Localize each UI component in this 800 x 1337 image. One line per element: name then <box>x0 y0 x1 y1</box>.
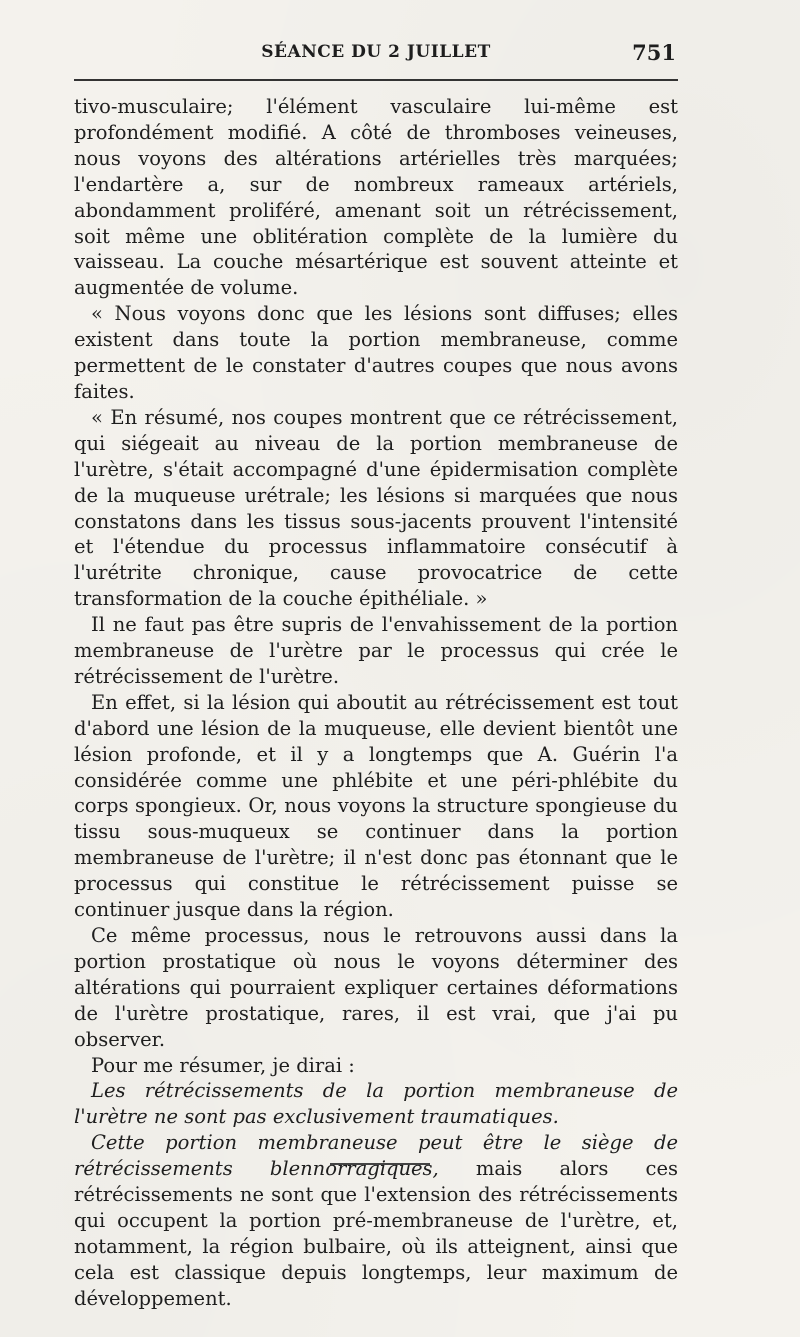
running-header-title: SÉANCE DU 2 JUILLET <box>261 42 491 62</box>
running-header <box>74 42 678 72</box>
conclusion-2-rest: mais alors ces rétrécissements ne sont que l'extension des rétrécissements qui occupent la portion pré-membraneuse de l'urètre, et, notamment, la région bulbaire, où ils atteignent, ainsi que cela est classique depuis longtemps, leur maximum de développement. <box>74 1157 679 1310</box>
page-number: 751 <box>632 40 676 65</box>
paragraph-envahissement: Il ne faut pas être supris de l'envahissement de la portion membraneuse de l'urètre par le processus qui crée le rétrécissement de l'urètre. <box>74 613 678 688</box>
end-divider <box>330 1163 430 1165</box>
paragraph-quote-resume: « En résumé, nos coupes montrent que ce rétrécissement, qui siégeait au niveau de la portion membraneuse de l'urètre, s'était accompagné d'une épidermisation complète de la muqueuse urétrale; les lésions si marquées que nous constatons dans les tissus sous-jacents prouvent l'intensité et l'étendue du processus inflammatoire consécutif à l'urétrite chronique, cause provocatrice de cette transformation de la couche épithéliale. » <box>74 405 678 611</box>
header-divider <box>74 79 678 81</box>
conclusion-2-italic: Cette portion membraneuse peut être le siège de rétrécissements blennorragiques, <box>74 1131 678 1181</box>
conclusion-1-italic: Les rétrécissements de la portion membraneuse de l'urètre ne sont pas exclusivement traumatiques. <box>74 1079 678 1129</box>
paragraph-conclusion-1 <box>74 1078 678 1130</box>
paragraph-conclusion-2 <box>74 1130 678 1311</box>
paragraph-continuation: tivo-musculaire; l'élément vasculaire lui-même est profondément modifié. A côté de thromboses veineuses, nous voyons des altérations artérielles très marquées; l'endartère a, sur de nombreux rameaux artériels, abondamment proliféré, amenant soit un rétrécissement, soit même une oblitération complète de la lumière du vaisseau. La couche mésartérique est souvent atteinte et augmentée de volume. <box>74 95 678 300</box>
paragraph-processus-prostatique: Ce même processus, nous le retrouvons aussi dans la portion prostatique où nous le voyons déterminer des altérations qui pourraient expliquer certaines déformations de l'urètre prostatique, rares, il est vrai, que j'ai pu observer. <box>74 924 678 1051</box>
paragraph-resumer: Pour me résumer, je dirai : <box>91 1053 355 1077</box>
body-text <box>74 94 678 1312</box>
paragraph-en-effet: En effet, si la lésion qui aboutit au rétrécissement est tout d'abord une lésion de la muqueuse, elle devient bientôt une lésion profonde, et il y a longtemps que A. Guérin l'a considérée comme une phlébite et une péri-phlébite du corps spongieux. Or, nous voyons la structure spongieuse du tissu sous-muqueux se continuer dans la portion membraneuse de l'urètre; il n'est donc pas étonnant que le processus qui constitue le rétrécissement puisse se continuer jusque dans la région. <box>74 690 678 922</box>
paragraph-quote-lesions: « Nous voyons donc que les lésions sont diffuses; elles existent dans toute la portion membraneuse, comme permettent de le constater d'autres coupes que nous avons faites. <box>74 302 678 403</box>
